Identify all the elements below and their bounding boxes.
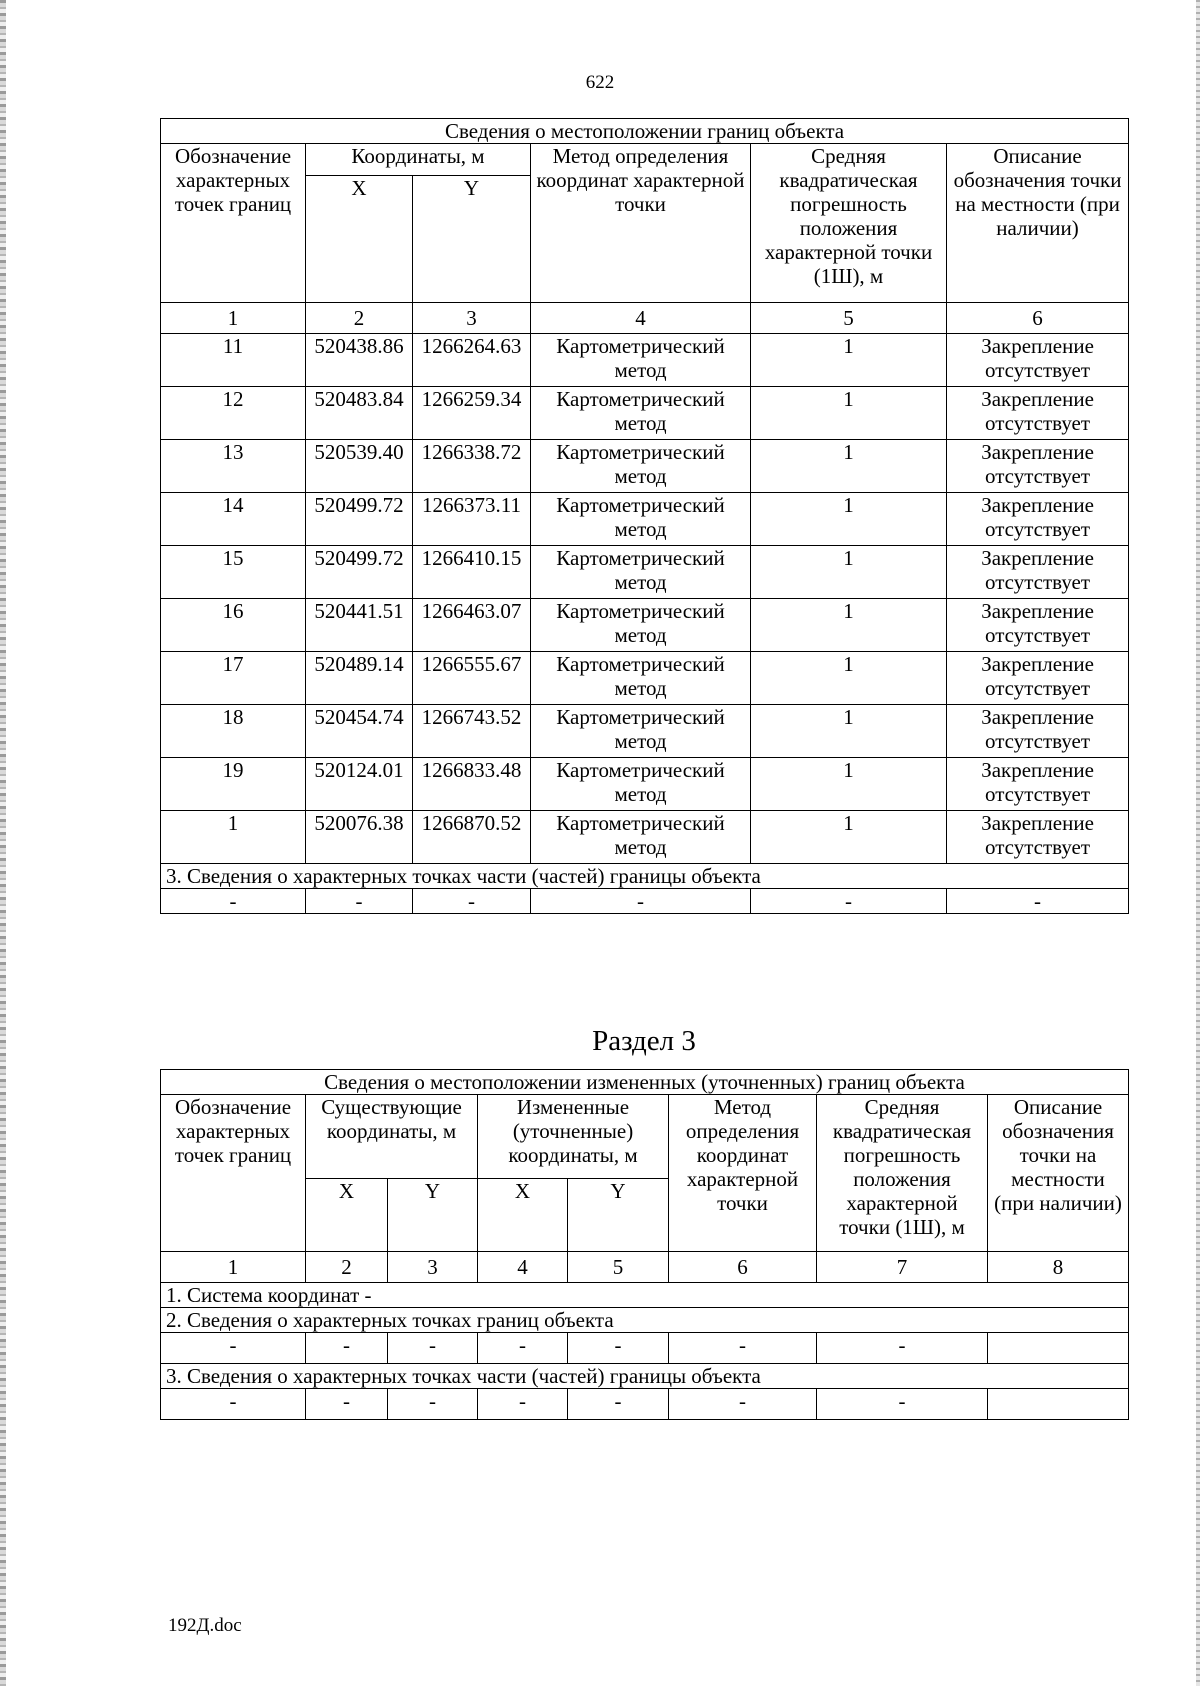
- header-method: Метод определения координат характерной точки: [669, 1095, 817, 1252]
- table-cell: [988, 1389, 1129, 1420]
- x-cell: 520441.51: [306, 599, 413, 652]
- column-number: 5: [568, 1252, 669, 1283]
- description-cell: Закрепление отсутствует: [947, 334, 1129, 387]
- table-cell: -: [306, 889, 413, 914]
- header-y: Y: [568, 1178, 669, 1251]
- x-cell: 520499.72: [306, 546, 413, 599]
- column-number: 3: [388, 1252, 478, 1283]
- scan-edge-left: [0, 0, 6, 1686]
- point-cell: 13: [161, 440, 306, 493]
- y-cell: 1266463.07: [413, 599, 531, 652]
- method-cell: Картометрический метод: [531, 652, 751, 705]
- table-cell: -: [669, 1333, 817, 1364]
- column-number: 2: [306, 1252, 388, 1283]
- table-row: [161, 1333, 1129, 1364]
- header-x: X: [478, 1178, 568, 1251]
- column-number: 1: [161, 1252, 306, 1283]
- error-cell: 1: [751, 387, 947, 440]
- error-cell: 1: [751, 546, 947, 599]
- table-cell: -: [161, 1333, 306, 1364]
- table-row: [161, 758, 1129, 811]
- y-cell: 1266373.11: [413, 493, 531, 546]
- description-cell: Закрепление отсутствует: [947, 599, 1129, 652]
- description-cell: Закрепление отсутствует: [947, 546, 1129, 599]
- column-number: 3: [413, 303, 531, 334]
- y-cell: 1266833.48: [413, 758, 531, 811]
- y-cell: 1266870.52: [413, 811, 531, 864]
- header-point-designation: Обозначение характерных точек границ: [161, 144, 306, 303]
- table-cell: -: [568, 1389, 669, 1420]
- section-title: Раздел 3: [592, 1025, 696, 1057]
- column-number: 5: [751, 303, 947, 334]
- y-cell: 1266410.15: [413, 546, 531, 599]
- header-method: Метод определения координат характерной точки: [531, 144, 751, 303]
- y-cell: 1266259.34: [413, 387, 531, 440]
- method-cell: Картометрический метод: [531, 599, 751, 652]
- footer-filename: 192Д.doc: [168, 1615, 242, 1636]
- header-x: X: [306, 1178, 388, 1251]
- error-cell: 1: [751, 493, 947, 546]
- x-cell: 520489.14: [306, 652, 413, 705]
- error-cell: 1: [751, 705, 947, 758]
- table-cell: -: [751, 889, 947, 914]
- column-number: 4: [531, 303, 751, 334]
- point-cell: 1: [161, 811, 306, 864]
- y-cell: 1266743.52: [413, 705, 531, 758]
- boundary-points-table: [160, 118, 1129, 914]
- table-cell: -: [161, 1389, 306, 1420]
- table-row: [161, 889, 1129, 914]
- error-cell: 1: [751, 440, 947, 493]
- method-cell: Картометрический метод: [531, 493, 751, 546]
- error-cell: 1: [751, 652, 947, 705]
- table-row: [161, 334, 1129, 387]
- y-cell: 1266338.72: [413, 440, 531, 493]
- method-cell: Картометрический метод: [531, 546, 751, 599]
- header-y: Y: [388, 1178, 478, 1251]
- x-cell: 520438.86: [306, 334, 413, 387]
- header-point-designation: Обозначение характерных точек границ: [161, 1095, 306, 1252]
- table-cell: -: [568, 1333, 669, 1364]
- point-cell: 18: [161, 705, 306, 758]
- changed-boundaries-table: [160, 1069, 1129, 1420]
- column-number: 1: [161, 303, 306, 334]
- section2-label: 2. Сведения о характерных точках границ объекта: [161, 1308, 1129, 1333]
- method-cell: Картометрический метод: [531, 811, 751, 864]
- method-cell: Картометрический метод: [531, 334, 751, 387]
- description-cell: Закрепление отсутствует: [947, 652, 1129, 705]
- point-cell: 17: [161, 652, 306, 705]
- table-cell: -: [306, 1389, 388, 1420]
- point-cell: 12: [161, 387, 306, 440]
- description-cell: Закрепление отсутствует: [947, 758, 1129, 811]
- header-changed-coordinates: Измененные (уточненные) координаты, м: [478, 1095, 669, 1179]
- header-x: X: [306, 175, 413, 302]
- y-cell: 1266264.63: [413, 334, 531, 387]
- header-error: Средняя квадратическая погрешность положения характерной точки (1Ш), м: [817, 1095, 988, 1252]
- description-cell: Закрепление отсутствует: [947, 387, 1129, 440]
- x-cell: 520499.72: [306, 493, 413, 546]
- table-title: Сведения о местоположении границ объекта: [161, 119, 1129, 144]
- description-cell: Закрепление отсутствует: [947, 493, 1129, 546]
- method-cell: Картометрический метод: [531, 705, 751, 758]
- error-cell: 1: [751, 334, 947, 387]
- x-cell: 520483.84: [306, 387, 413, 440]
- column-number: 7: [817, 1252, 988, 1283]
- header-description: Описание обозначения точки на местности (при наличии): [988, 1095, 1129, 1252]
- table-cell: -: [306, 1333, 388, 1364]
- description-cell: Закрепление отсутствует: [947, 811, 1129, 864]
- table-title: Сведения о местоположении измененных (уточненных) границ объекта: [161, 1070, 1129, 1095]
- x-cell: 520076.38: [306, 811, 413, 864]
- coordinate-system-label: 1. Система координат -: [161, 1283, 1129, 1308]
- table-row: [161, 440, 1129, 493]
- header-coordinates: Координаты, м: [306, 144, 531, 176]
- table-row: [161, 546, 1129, 599]
- table-row: [161, 811, 1129, 864]
- table-row: [161, 652, 1129, 705]
- y-cell: 1266555.67: [413, 652, 531, 705]
- page-number: 622: [585, 72, 615, 93]
- column-number: 4: [478, 1252, 568, 1283]
- table-cell: [988, 1333, 1129, 1364]
- point-cell: 11: [161, 334, 306, 387]
- table-row: [161, 705, 1129, 758]
- error-cell: 1: [751, 811, 947, 864]
- table-cell: -: [161, 889, 306, 914]
- description-cell: Закрепление отсутствует: [947, 440, 1129, 493]
- x-cell: 520539.40: [306, 440, 413, 493]
- point-cell: 16: [161, 599, 306, 652]
- x-cell: 520454.74: [306, 705, 413, 758]
- table-cell: -: [388, 1333, 478, 1364]
- header-y: Y: [413, 175, 531, 302]
- column-number: 8: [988, 1252, 1129, 1283]
- point-cell: 19: [161, 758, 306, 811]
- method-cell: Картометрический метод: [531, 387, 751, 440]
- table-cell: -: [531, 889, 751, 914]
- table-cell: -: [478, 1389, 568, 1420]
- table-cell: -: [817, 1389, 988, 1420]
- column-number-row: [161, 303, 1129, 334]
- table-cell: -: [947, 889, 1129, 914]
- point-cell: 15: [161, 546, 306, 599]
- error-cell: 1: [751, 599, 947, 652]
- scan-edge-right: [1196, 0, 1200, 1686]
- header-existing-coordinates: Существующие координаты, м: [306, 1095, 478, 1179]
- section3-label: 3. Сведения о характерных точках части (частей) границы объекта: [161, 1364, 1129, 1389]
- header-error: Средняя квадратическая погрешность положения характерной точки (1Ш), м: [751, 144, 947, 303]
- table-row: [161, 599, 1129, 652]
- table-cell: -: [478, 1333, 568, 1364]
- method-cell: Картометрический метод: [531, 758, 751, 811]
- table-cell: -: [413, 889, 531, 914]
- point-cell: 14: [161, 493, 306, 546]
- table-cell: -: [669, 1389, 817, 1420]
- description-cell: Закрепление отсутствует: [947, 705, 1129, 758]
- column-number: 2: [306, 303, 413, 334]
- section3-label: 3. Сведения о характерных точках части (частей) границы объекта: [161, 864, 1129, 889]
- table-cell: -: [388, 1389, 478, 1420]
- error-cell: 1: [751, 758, 947, 811]
- table-row: [161, 1389, 1129, 1420]
- method-cell: Картометрический метод: [531, 440, 751, 493]
- column-number: 6: [669, 1252, 817, 1283]
- header-description: Описание обозначения точки на местности (при наличии): [947, 144, 1129, 303]
- table-row: [161, 493, 1129, 546]
- table-cell: -: [817, 1333, 988, 1364]
- table-row: [161, 387, 1129, 440]
- x-cell: 520124.01: [306, 758, 413, 811]
- column-number-row: [161, 1252, 1129, 1283]
- column-number: 6: [947, 303, 1129, 334]
